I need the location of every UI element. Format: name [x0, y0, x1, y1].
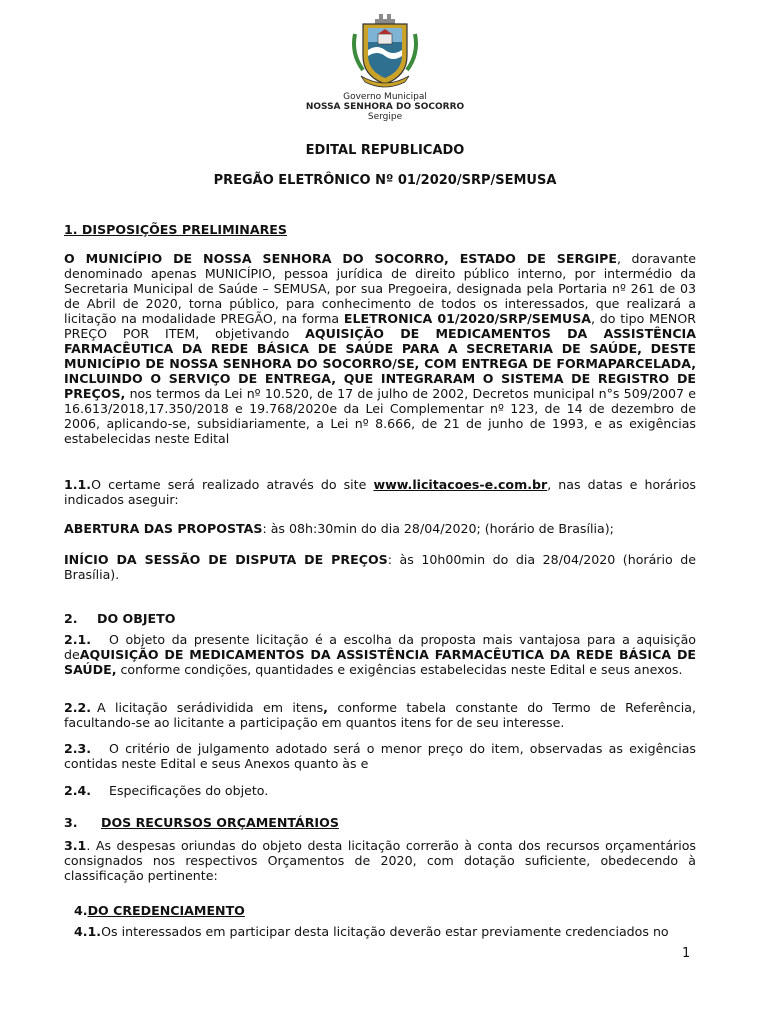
- section-4-heading: [64, 903, 696, 918]
- gov-line-3: Sergipe: [367, 112, 403, 122]
- clause-4-1: [64, 924, 696, 939]
- clause-2-1-bold: AQUISIÇÃO DE MEDICAMENTOS DA ASSISTÊNCIA FARMACÊUTICA DA REDE BÁSICA DE SAÚDE,: [64, 647, 696, 677]
- clause-1-1-text-2: , nas datas e horários indicados aseguir:: [64, 477, 696, 507]
- clause-2-3-number: 2.3.: [64, 741, 92, 756]
- clause-3-1-number: 3.1: [64, 838, 87, 853]
- abertura-line: [64, 521, 696, 536]
- clause-2-1: [64, 632, 696, 677]
- clause-2-4-text: Especificações do objeto.: [109, 783, 269, 798]
- title-line-1: EDITAL REPUBLICADO: [305, 143, 465, 158]
- clause-2-3: [64, 741, 696, 771]
- clause-2-2-text-2: conforme tabela constante do Termo de Referência, facultando-se ao licitante a participação em quantos itens for de seu interesse.: [64, 700, 696, 730]
- section-3-heading: [64, 815, 696, 830]
- section-1-paragraph: [64, 251, 696, 446]
- s1-text-1: , doravante denominado apenas MUNICÍPIO, pessoa jurídica de direito público interno, por intermédio da Secretaria Municipal de Saúde – SEMUSA, por sua Pregoeira, designada pela Portaria nº 261 de 03 de Abril de 2020, torna público, para conhecimento de todos os interessados, que realizará a licitação na modalidade PREGÃO, na forma: [64, 251, 696, 326]
- clause-2-2-text-1: A licitação serádividida em itens: [97, 700, 324, 715]
- page-number: 1: [682, 946, 691, 961]
- clause-2-3-text: O critério de julgamento adotado será o menor preço do item, observadas as exigências contidas neste Edital e seus Anexos quanto às e: [64, 741, 696, 771]
- section-1-heading-text: 1. DISPOSIÇÕES PRELIMINARES: [64, 222, 287, 237]
- s1-text-3: nos termos da Lei nº 10.520, de 17 de julho de 2002, Decretos municipal n°s 509/2007 e 16.613/2018,17.350/2018 e 19.768/2020e da Lei Complementar nº 123, de 14 de dezembro de 2006, aplicando-se, subsidiariamente, a Lei nº 8.666, de 21 de junho de 1993, e as exigências estabelecidas neste Edital: [64, 386, 696, 446]
- gov-line-2: NOSSA SENHORA DO SOCORRO: [305, 102, 465, 112]
- clause-1-1-number: 1.1.: [64, 477, 92, 492]
- clause-2-2-bold: ,: [323, 700, 328, 715]
- section-4-heading-text: DO CREDENCIAMENTO: [87, 903, 245, 918]
- clause-2-2-number: 2.2.: [64, 700, 92, 715]
- section-2-number: 2.: [64, 611, 78, 626]
- abertura-label: ABERTURA DAS PROPOSTAS: [64, 521, 263, 536]
- section-4-number: 4.: [74, 903, 88, 918]
- abertura-text: : às 08h:30min do dia 28/04/2020; (horário de Brasília);: [262, 521, 614, 536]
- s1-bold-3: AQUISIÇÃO DE MEDICAMENTOS DA ASSISTÊNCIA FARMACÊUTICA DA REDE BÁSICA DE SAÚDE PARA A SECRETARIA DE SAÚDE, DESTE MUNICÍPIO DE NOSSA SENHORA DO SOCORRO/SE, COM ENTREGA DE FORMAPARCELADA, INCLUINDO O SERVIÇO DE ENTREGA, QUE INTEGRARAM O SISTEMA DE REGISTRO DE PREÇOS,: [64, 326, 696, 401]
- s1-bold-1: O MUNICÍPIO DE NOSSA SENHORA DO SOCORRO, ESTADO DE SERGIPE: [64, 251, 618, 266]
- municipal-crest-icon: [345, 10, 425, 90]
- section-3-heading-text: DOS RECURSOS ORÇAMENTÁRIOS: [101, 815, 339, 830]
- inicio-label: INÍCIO DA SESSÃO DE DISPUTA DE PREÇOS: [64, 552, 388, 567]
- clause-3-1-text: . As despesas oriundas do objeto desta licitação correrão à conta dos recursos orçamentários consignados nos respectivos Orçamentos de 2020, com dotação suficiente, obedecendo à classificação pertinente:: [64, 838, 696, 883]
- title-line-2: PREGÃO ELETRÔNICO Nº 01/2020/SRP/SEMUSA: [213, 173, 557, 188]
- s1-text-2: , do tipo MENOR PREÇO POR ITEM, objetivando: [64, 311, 696, 341]
- section-2-heading-text: DO OBJETO: [97, 611, 176, 626]
- clause-2-4-number: 2.4.: [64, 783, 92, 798]
- clause-4-1-number: 4.1.: [74, 924, 102, 939]
- header-logo-block: [0, 10, 770, 122]
- licitacoes-link[interactable]: www.licitacoes-e.com.br: [373, 477, 548, 492]
- section-1-heading: [64, 222, 696, 237]
- inicio-line: [64, 552, 696, 582]
- clause-2-1-number: 2.1.: [64, 632, 92, 647]
- clause-2-1-text-2: conforme condições, quantidades e exigências estabelecidas neste Edital e seus anexos.: [116, 662, 683, 677]
- clause-1-1-text-1: O certame será realizado através do site: [91, 477, 374, 492]
- s1-bold-2: ELETRONICA 01/2020/SRP/SEMUSA: [343, 311, 592, 326]
- gov-line-1: Governo Municipal: [343, 92, 427, 102]
- section-2-heading: [64, 611, 696, 626]
- section-3-number: 3.: [64, 815, 78, 830]
- clause-2-2: [64, 700, 696, 730]
- clause-1-1: [64, 477, 696, 507]
- inicio-text: : às 10h00min do dia 28/04/2020 (horário de Brasília).: [64, 552, 696, 582]
- clause-3-1: [64, 838, 696, 883]
- clause-2-1-text-1: O objeto da presente licitação é a escolha da proposta mais vantajosa para a aquisição de: [64, 632, 696, 662]
- clause-4-1-text: Os interessados em participar desta licitação deverão estar previamente credenciados no: [101, 924, 669, 939]
- clause-2-4: [64, 783, 696, 798]
